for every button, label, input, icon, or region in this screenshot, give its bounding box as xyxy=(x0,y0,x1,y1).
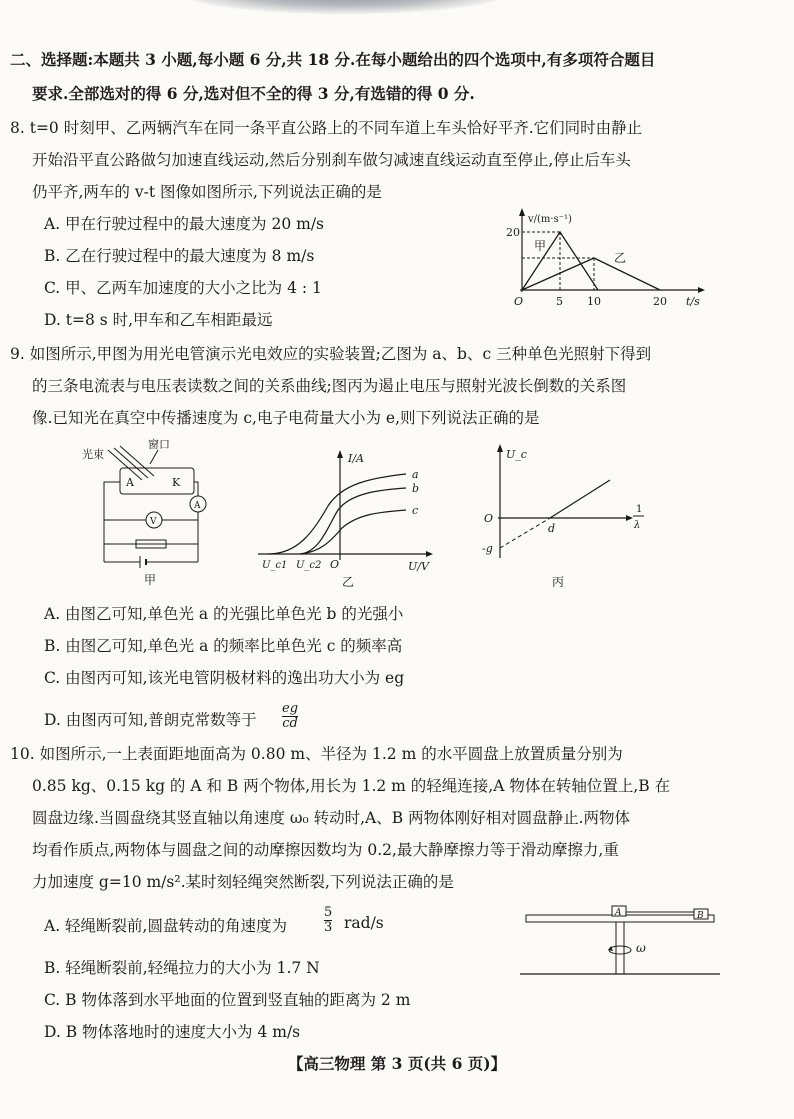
q9-fig-yi-iu-curves xyxy=(258,442,448,588)
q9-fig-jia-circuit xyxy=(80,438,230,588)
q9-bing-d: d xyxy=(548,522,556,535)
q10-stem-line4: 均看作质点,两物体与圆盘之间的动摩擦因数均为 0.2,最大静摩擦力等于滑动摩擦力,重 xyxy=(32,841,619,859)
q10-option-a-fraction xyxy=(324,906,332,935)
q9-jia-caption: 甲 xyxy=(144,573,157,587)
q9-yi-origin: O xyxy=(330,558,340,571)
q9-jia-window-label: 窗口 xyxy=(148,438,170,451)
q9-jia-cathode: K xyxy=(172,476,181,489)
q8-t-tick-5: 5 xyxy=(556,295,563,308)
q9-yi-label-a: a xyxy=(412,468,419,481)
q8-stem-line3: 仍平齐,两车的 v-t 图像如图所示,下列说法正确的是 xyxy=(32,183,382,201)
q9-option-a[interactable]: A. 由图乙可知,单色光 a 的光强比单色光 b 的光强小 xyxy=(44,605,404,623)
q9-option-b[interactable]: B. 由图乙可知,单色光 a 的频率比单色光 c 的频率高 xyxy=(44,637,403,655)
section-heading-line2: 要求.全部选对的得 6 分,选对但不全的得 3 分,有选错的得 0 分. xyxy=(32,84,475,103)
q9-yi-uc1: U_c1 xyxy=(262,560,288,571)
q10-label-b: B xyxy=(697,911,704,921)
q9-fig-bing-uc-graph xyxy=(478,440,668,590)
q9-bing-x-den: λ xyxy=(634,520,641,531)
q10-option-a-unit: rad/s xyxy=(344,914,384,932)
q10-option-a-denominator: 3 xyxy=(324,920,333,935)
q10-axle xyxy=(616,922,624,974)
q9-jia-voltmeter-label: V xyxy=(150,517,157,527)
q9-bing-x-num: 1 xyxy=(636,504,643,515)
q9-bing-y-label: U_c xyxy=(506,448,527,461)
q8-label-jia: 甲 xyxy=(534,239,547,253)
q8-v-label: v/(m·s⁻¹) xyxy=(528,214,572,225)
q10-option-c[interactable]: C. B 物体落到水平地面的位置到竖直轴的距离为 2 m xyxy=(44,991,411,1009)
q9-option-d-numerator: eg xyxy=(282,701,299,716)
q10-stem-line2: 0.85 kg、0.15 kg 的 A 和 B 两个物体,用长为 1.2 m 的轻绳连接,A 物体在转轴位置上,B 在 xyxy=(32,777,671,795)
q8-t-tick-10: 10 xyxy=(587,295,601,308)
q8-option-d[interactable]: D. t=8 s 时,甲车和乙车相距最远 xyxy=(44,311,273,329)
q9-jia-anode: A xyxy=(126,476,134,489)
q8-option-a[interactable]: A. 甲在行驶过程中的最大速度为 20 m/s xyxy=(44,215,324,233)
q8-line-yi xyxy=(522,258,660,290)
q9-option-d-denominator: cd xyxy=(282,716,298,731)
q9-stem-line1: 9. 如图所示,甲图为用光电管演示光电效应的实验装置;乙图为 a、b、c 三种单色光照射下得到 xyxy=(10,345,652,363)
page-footer: 【高三物理 第 3 页(共 6 页)】 xyxy=(287,1054,507,1073)
q10-stem-line1: 10. 如图所示,一上表面距地面高为 0.80 m、半径为 1.2 m 的水平圆盘上放置质量分别为 xyxy=(10,745,623,763)
q8-stem-line1: 8. t=0 时刻甲、乙两辆汽车在同一条平直公路上的不同车道上车头恰好平齐.它们同时由静止 xyxy=(10,119,643,137)
q10-option-a-numerator: 5 xyxy=(324,905,333,920)
q10-disc-figure xyxy=(520,900,730,980)
q10-label-a: A xyxy=(615,908,622,918)
q9-yi-label-c: c xyxy=(412,504,419,517)
q9-yi-u-label: U/V xyxy=(408,560,429,573)
q9-option-d-fraction xyxy=(282,702,298,731)
q9-bing-line xyxy=(550,480,610,518)
q9-stem-line2: 的三条电流表与电压表读数之间的关系曲线;图丙为遏止电压与照射光波长倒数的关系图 xyxy=(32,377,627,395)
q10-option-d[interactable]: D. B 物体落地时的速度大小为 4 m/s xyxy=(44,1023,301,1041)
q10-omega: ω xyxy=(636,941,646,955)
q10-option-b[interactable]: B. 轻绳断裂前,轻绳拉力的大小为 1.7 N xyxy=(44,959,320,977)
q9-stem-line3: 像.已知光在真空中传播速度为 c,电子电荷量大小为 e,则下列说法正确的是 xyxy=(32,409,540,427)
section-heading-line1: 二、选择题:本题共 3 小题,每小题 6 分,共 18 分.在每小题给出的四个选项中,有多项符合题目 xyxy=(10,50,656,69)
q8-t-tick-20: 20 xyxy=(653,295,667,308)
scan-shadow xyxy=(180,0,510,14)
q8-option-b[interactable]: B. 乙在行驶过程中的最大速度为 8 m/s xyxy=(44,247,315,265)
q8-label-yi: 乙 xyxy=(614,251,627,265)
q9-yi-caption: 乙 xyxy=(342,575,355,589)
q9-bing-g: -g xyxy=(482,542,493,555)
q9-yi-i-label: I/A xyxy=(348,452,364,465)
q9-yi-curve-a xyxy=(268,474,406,554)
q10-stem-line3: 圆盘边缘.当圆盘绕其竖直轴以角速度 ω₀ 转动时,A、B 两物体刚好相对圆盘静止.两物体 xyxy=(32,809,631,827)
q8-t-label: t/s xyxy=(686,295,700,308)
q10-option-a[interactable]: A. 轻绳断裂前,圆盘转动的角速度为 xyxy=(44,917,287,935)
q9-yi-label-b: b xyxy=(412,482,420,495)
q9-yi-uc2: U_c2 xyxy=(296,560,322,571)
q8-option-c[interactable]: C. 甲、乙两车加速度的大小之比为 4 : 1 xyxy=(44,279,322,297)
q8-origin: O xyxy=(514,295,524,308)
q8-v-tick-20: 20 xyxy=(506,226,520,239)
q8-vt-graph xyxy=(500,208,720,308)
q9-bing-caption: 丙 xyxy=(552,575,565,589)
q9-option-d[interactable]: D. 由图丙可知,普朗克常数等于 xyxy=(44,711,257,729)
q9-jia-ammeter-label: A xyxy=(194,501,201,511)
q10-stem-line5: 力加速度 g=10 m/s².某时刻轻绳突然断裂,下列说法正确的是 xyxy=(32,873,454,891)
q9-yi-curve-c xyxy=(300,510,406,554)
q9-bing-origin: O xyxy=(484,512,494,525)
q8-stem-line2: 开始沿平直公路做匀加速直线运动,然后分别刹车做匀减速直线运动直至停止,停止后车头 xyxy=(32,151,631,169)
q9-jia-light-label: 光束 xyxy=(82,448,104,461)
q9-option-c[interactable]: C. 由图丙可知,该光电管阴极材料的逸出功大小为 eg xyxy=(44,669,405,687)
